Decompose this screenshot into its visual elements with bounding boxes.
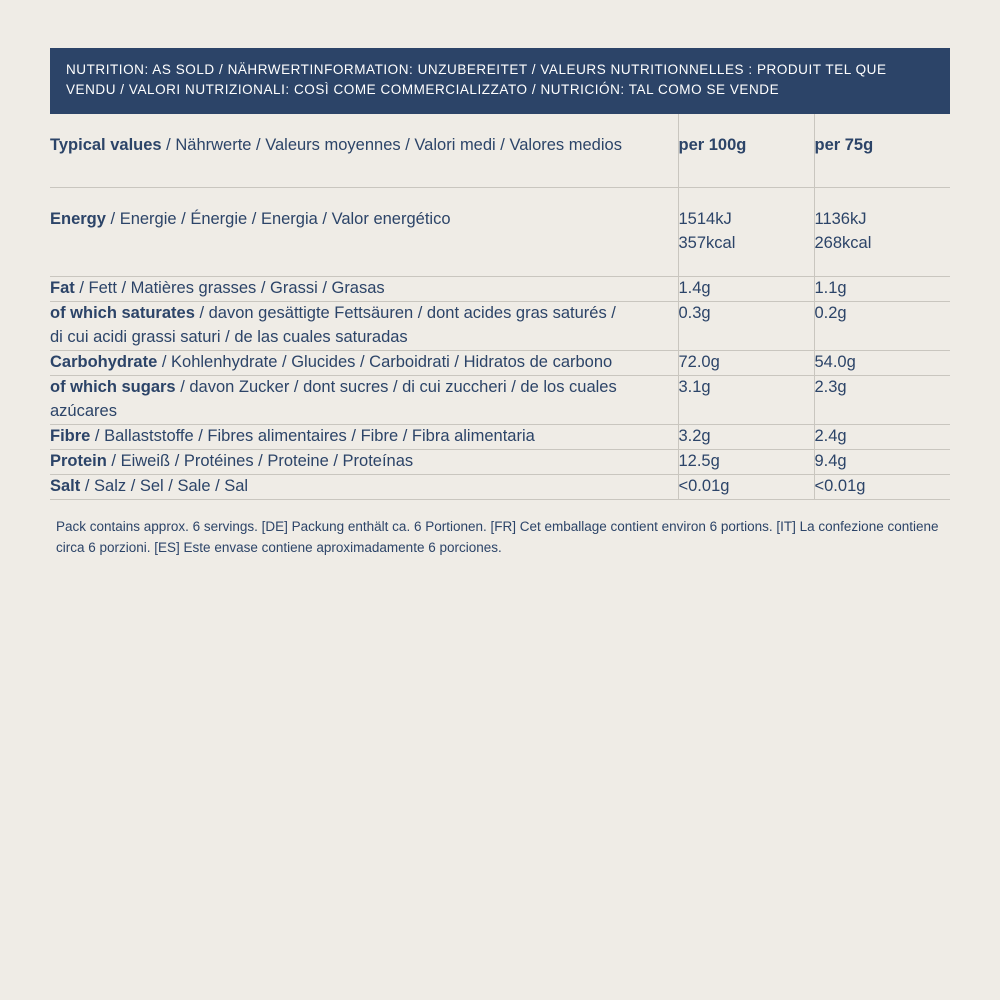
row-term: of which saturates xyxy=(50,304,195,323)
row-label-sugars xyxy=(50,375,678,424)
row-value-per-75g xyxy=(814,188,950,277)
row-rest: / Fett / Matières grasses / Grassi / Grasas xyxy=(74,279,385,298)
row-value-per-75g: 2.4g xyxy=(814,424,950,449)
row-value-per-100g: 3.2g xyxy=(678,424,814,449)
row-term: of which sugars xyxy=(50,377,176,396)
table-row xyxy=(50,474,950,499)
column-header-label xyxy=(50,114,678,188)
row-value-primary: 1514kJ xyxy=(678,210,732,229)
row-value-per-75g: 54.0g xyxy=(814,351,950,376)
row-rest: / davon Zucker / dont sucres / di cui zuccheri / de los cuales azúcares xyxy=(50,377,617,420)
row-rest: / davon gesättigte Fettsäuren / dont acides gras saturés / xyxy=(194,304,616,323)
row-term: Protein xyxy=(50,451,107,470)
row-value-per-75g: 1.1g xyxy=(814,277,950,302)
nutrition-header-banner: NUTRITION: AS SOLD / NÄHRWERTINFORMATION: UNZUBEREITET / VALEURS NUTRITIONNELLES : PRODUIT TEL QUE VENDU / VALORI NUTRIZIONALI: COSÌ COME COMMERCIALIZZATO / NUTRICIÓN: TAL COMO SE VENDE xyxy=(50,48,950,114)
row-value-per-100g: 3.1g xyxy=(678,375,814,424)
column-header-per-100g: per 100g xyxy=(678,114,814,188)
row-value-per-100g xyxy=(678,188,814,277)
table-row xyxy=(50,277,950,302)
row-term: Energy xyxy=(50,210,106,229)
table-row xyxy=(50,449,950,474)
table-row xyxy=(50,351,950,376)
row-rest: / Eiweiß / Protéines / Proteine / Proteínas xyxy=(106,451,414,470)
row-rest-line2: di cui acidi grassi saturi / de las cuales saturadas xyxy=(50,328,408,347)
row-value-per-100g: <0.01g xyxy=(678,474,814,499)
row-label-fat xyxy=(50,277,678,302)
row-value-per-75g: <0.01g xyxy=(814,474,950,499)
row-term: Fat xyxy=(50,279,75,298)
row-label-energy xyxy=(50,188,678,277)
nutrition-panel xyxy=(50,48,950,559)
row-value-secondary: 357kcal xyxy=(678,234,736,253)
row-label-fibre xyxy=(50,424,678,449)
row-term: Salt xyxy=(50,476,81,495)
table-row xyxy=(50,188,950,277)
table-row xyxy=(50,424,950,449)
row-value-per-100g: 0.3g xyxy=(678,302,814,351)
row-value-secondary: 268kcal xyxy=(814,234,872,253)
column-header-label-term: Typical values xyxy=(50,135,162,154)
table-header-row xyxy=(50,114,950,188)
table-row xyxy=(50,302,950,351)
column-header-label-rest: / Nährwerte / Valeurs moyennes / Valori medi / Valores medios xyxy=(161,135,622,154)
row-value-per-75g: 2.3g xyxy=(814,375,950,424)
row-rest: / Kohlenhydrate / Glucides / Carboidrati / Hidratos de carbono xyxy=(157,353,613,372)
nutrition-table-body xyxy=(50,188,950,499)
row-rest: / Salz / Sel / Sale / Sal xyxy=(80,476,249,495)
row-label-protein xyxy=(50,449,678,474)
row-value-per-100g: 12.5g xyxy=(678,449,814,474)
row-term: Fibre xyxy=(50,426,91,445)
row-value-per-100g: 1.4g xyxy=(678,277,814,302)
row-rest: / Ballaststoffe / Fibres alimentaires / Fibre / Fibra alimentaria xyxy=(90,426,535,445)
table-row xyxy=(50,375,950,424)
column-header-per-75g: per 75g xyxy=(814,114,950,188)
nutrition-table xyxy=(50,114,950,500)
row-rest: / Energie / Énergie / Energia / Valor energético xyxy=(105,210,451,229)
row-label-carbohydrate xyxy=(50,351,678,376)
row-value-per-75g: 0.2g xyxy=(814,302,950,351)
row-label-salt xyxy=(50,474,678,499)
servings-footnote: Pack contains approx. 6 servings. [DE] Packung enthält ca. 6 Portionen. [FR] Cet emballage contient environ 6 portions. [IT] La confezione contiene circa 6 porzioni. [ES] Este envase contiene aproximadamente 6 porciones. xyxy=(56,518,939,556)
row-value-primary: 1136kJ xyxy=(814,210,867,229)
row-value-per-75g: 9.4g xyxy=(814,449,950,474)
row-term: Carbohydrate xyxy=(50,353,158,372)
row-label-saturates xyxy=(50,302,678,351)
row-value-per-100g: 72.0g xyxy=(678,351,814,376)
